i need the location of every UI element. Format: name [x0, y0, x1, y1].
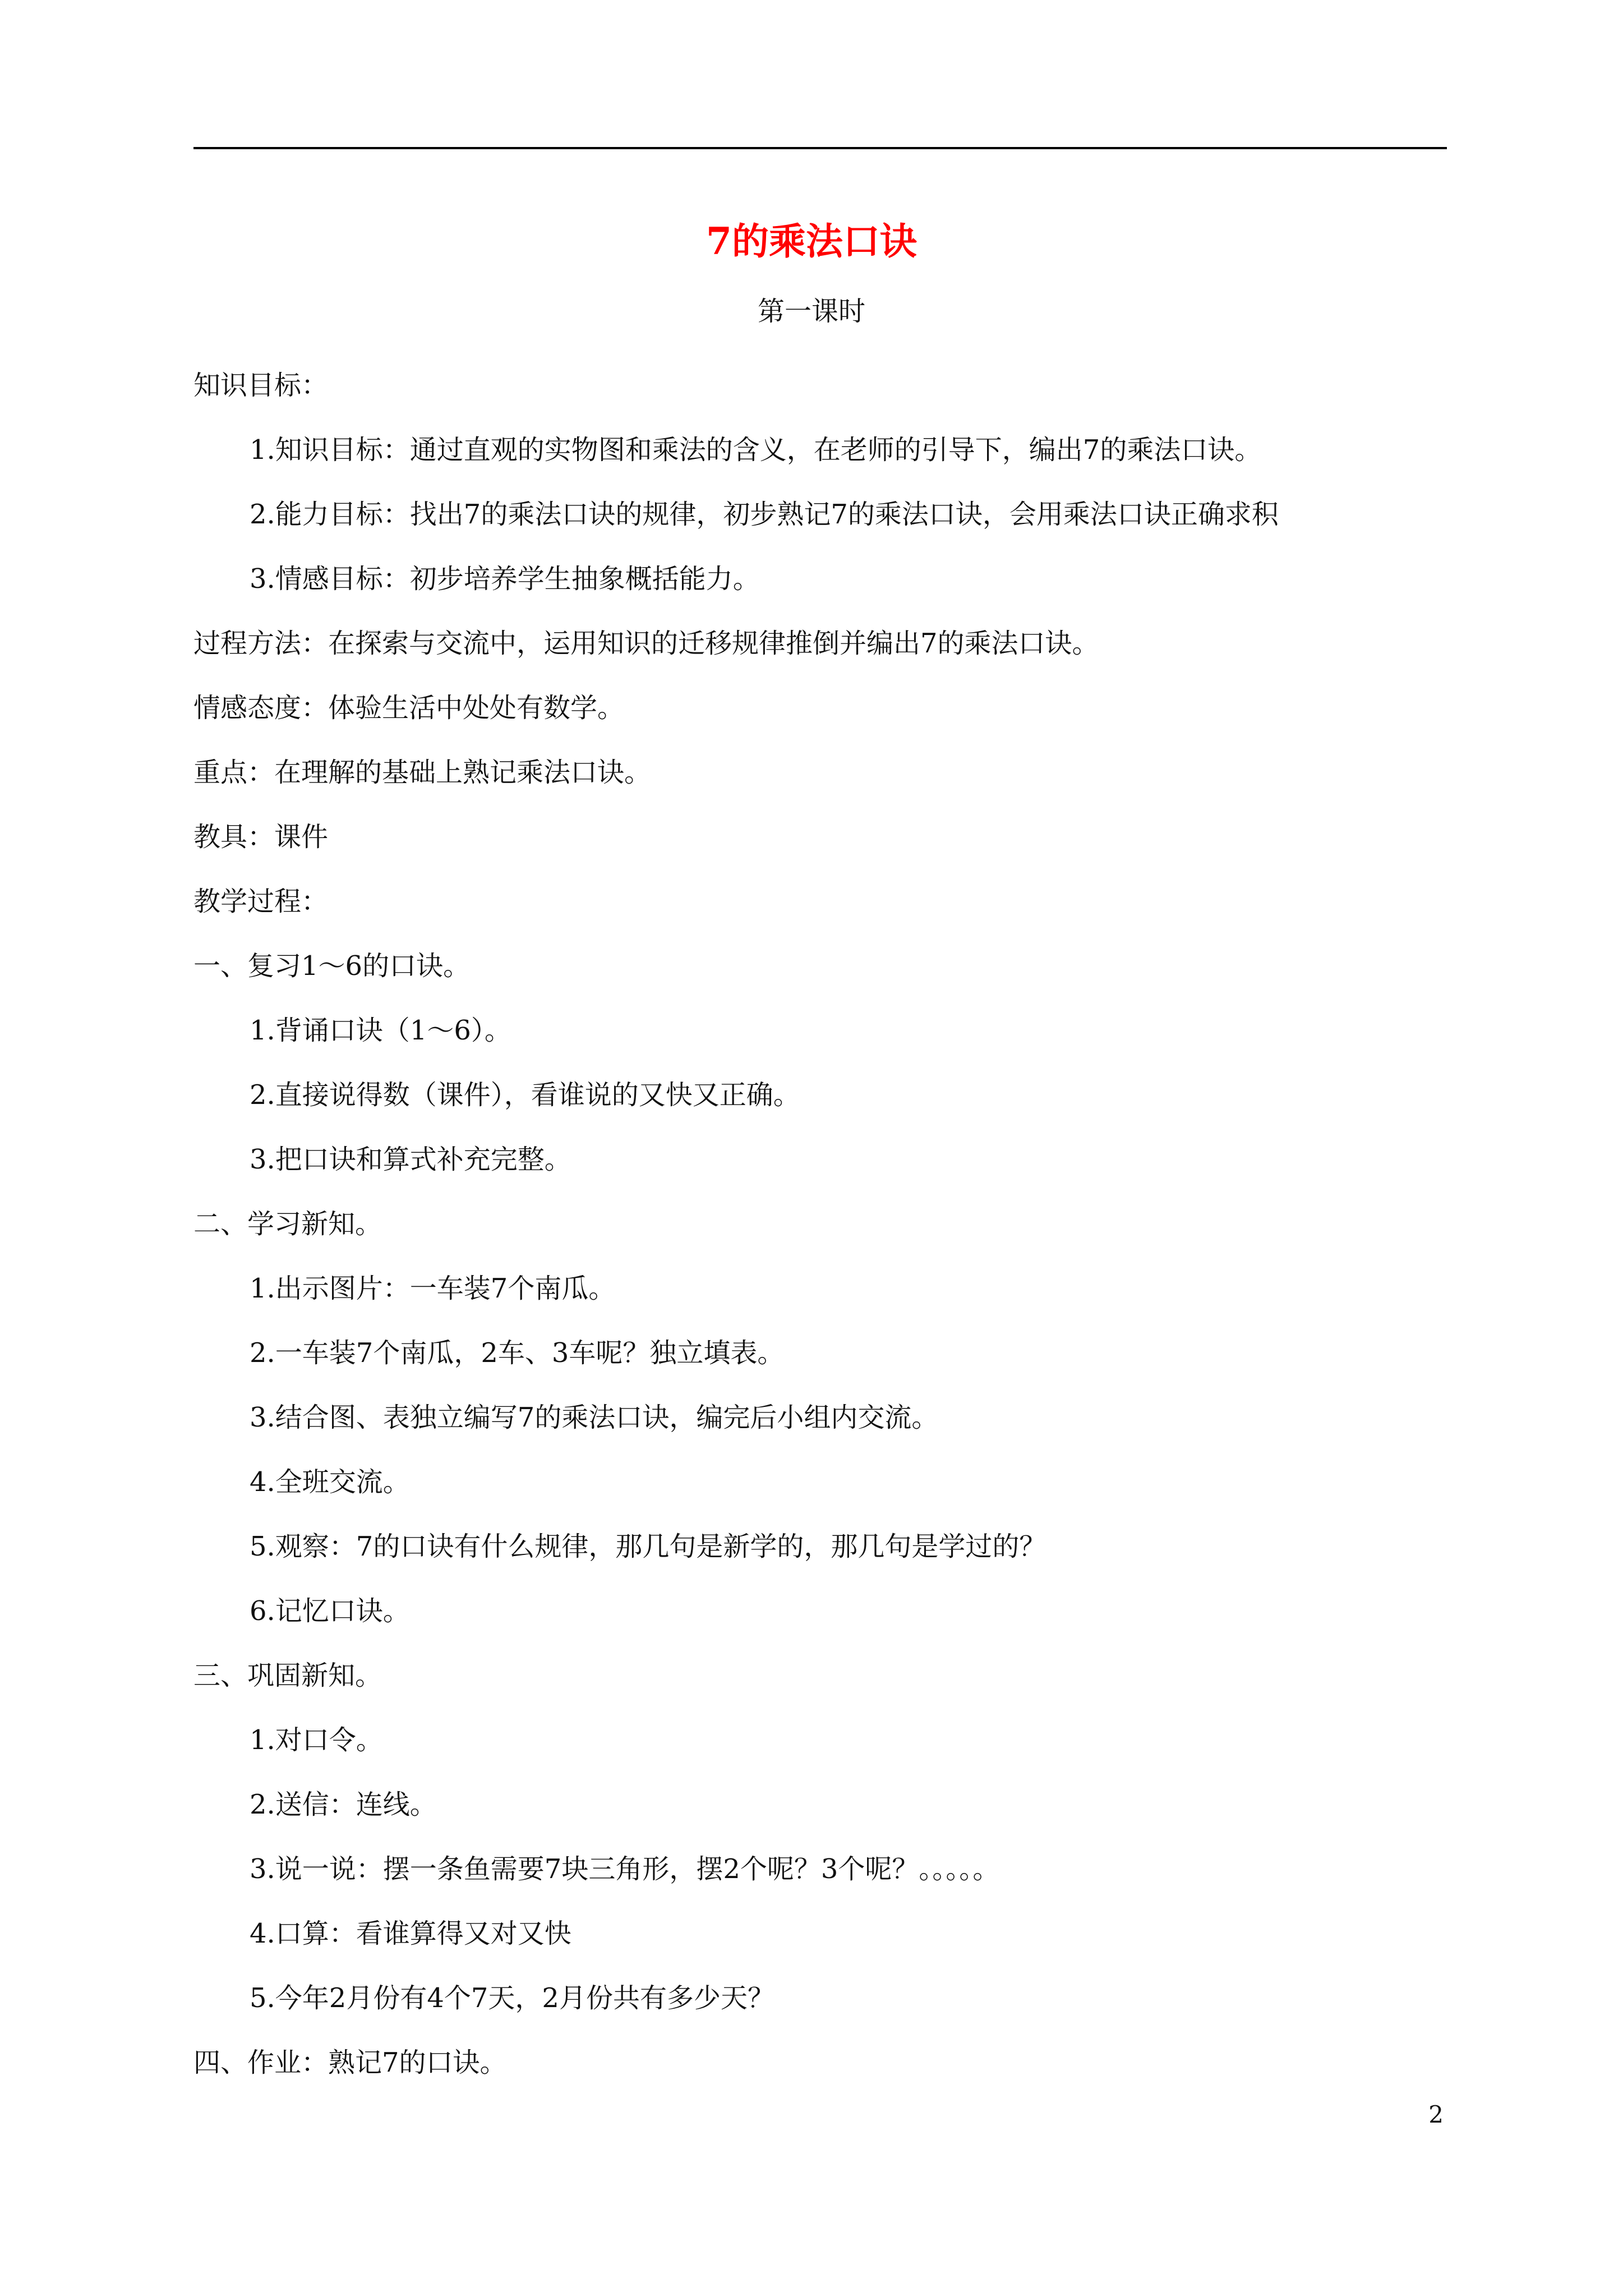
- section-heading-new-knowledge: 二、学习新知。: [193, 1208, 382, 1240]
- process-method-paragraph: 过程方法：在探索与交流中，运用知识的迁移规律推倒并编出7的乘法口诀。: [193, 628, 1099, 659]
- header-rule: [193, 147, 1447, 149]
- list-item: 1.知识目标：通过直观的实物图和乘法的含义，在老师的引导下，编出7的乘法口诀。: [250, 434, 1262, 466]
- list-item: 1.出示图片：一车装7个南瓜。: [250, 1273, 616, 1304]
- section-heading-consolidation: 三、巩固新知。: [193, 1660, 382, 1691]
- list-item: 3.情感目标：初步培养学生抽象概括能力。: [250, 563, 760, 595]
- list-item: 5.观察：7的口诀有什么规律，那几句是新学的，那几句是学过的？: [250, 1531, 1046, 1562]
- section-heading-review: 一、复习1～6的口诀。: [193, 950, 471, 982]
- list-item: 3.说一说：摆一条鱼需要7块三角形，摆2个呢？3个呢？。。。。。: [250, 1853, 1000, 1885]
- section-heading-homework: 四、作业：熟记7的口诀。: [193, 2047, 507, 2078]
- document-body: [193, 353, 1447, 2095]
- list-item: 4.口算：看谁算得又对又快: [250, 1918, 571, 1949]
- list-item: 4.全班交流。: [250, 1466, 410, 1498]
- key-point-paragraph: 重点：在理解的基础上熟记乘法口诀。: [193, 757, 652, 788]
- list-item: 1.对口令。: [250, 1724, 383, 1756]
- list-item: 5.今年2月份有4个7天，2月份共有多少天？: [250, 1982, 774, 2014]
- list-item: 2.一车装7个南瓜，2车、3车呢？独立填表。: [250, 1337, 785, 1369]
- list-item: 2.送信：连线。: [250, 1789, 437, 1820]
- list-item: 6.记忆口诀。: [250, 1595, 410, 1627]
- list-item: 3.结合图、表独立编写7的乘法口诀，编完后小组内交流。: [250, 1402, 939, 1433]
- page-number: 2: [1428, 2101, 1444, 2128]
- emotional-attitude-paragraph: 情感态度：体验生活中处处有数学。: [193, 692, 625, 724]
- page-title: 7的乘法口诀: [706, 219, 917, 263]
- section-heading-knowledge-goals: 知识目标：: [193, 370, 329, 401]
- lesson-subtitle: 第一课时: [757, 296, 865, 327]
- list-item: 3.把口诀和算式补充完整。: [250, 1144, 571, 1175]
- teaching-aids-paragraph: 教具：课件: [193, 821, 329, 853]
- list-item: 1.背诵口诀（1～6）。: [250, 1015, 511, 1046]
- list-item: 2.直接说得数（课件），看谁说的又快又正确。: [250, 1079, 800, 1111]
- list-item: 2.能力目标：找出7的乘法口诀的规律，初步熟记7的乘法口诀，会用乘法口诀正确求积: [250, 499, 1279, 530]
- section-heading-teaching-process: 教学过程：: [193, 886, 329, 917]
